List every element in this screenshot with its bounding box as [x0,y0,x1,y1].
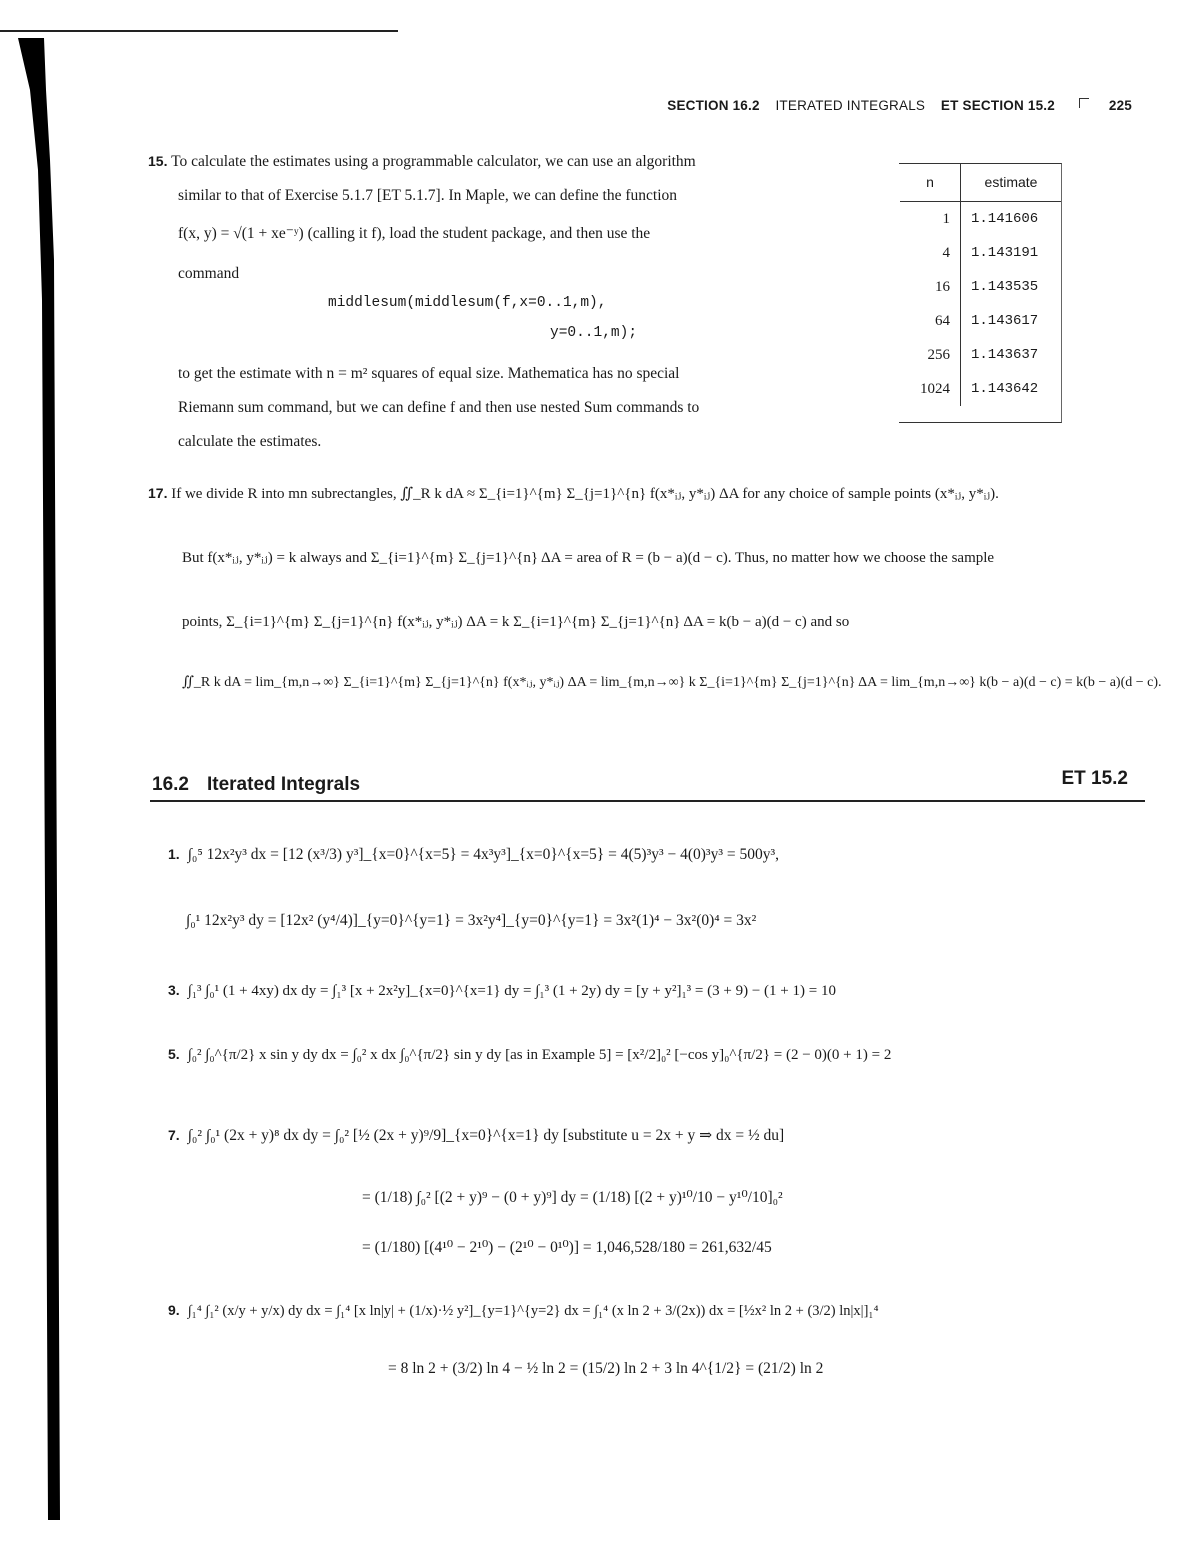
exercise-5: 5. ∫₀² ∫₀^{π/2} x sin y dy dx = ∫₀² x dx ∫₀^{π/2} sin y dy [as in Example 5] = [x²/2]₀² [−cos y]₀^{π/2} = (2 − 0)(0 + 1) = 2 [168,1046,892,1063]
table-row: 64 1.143617 [900,304,1061,338]
section-heading [152,774,360,796]
exercise-number: 15. [148,153,168,169]
table-row: 4 1.143191 [900,236,1061,270]
maple-code-line-1: middlesum(middlesum(f,x=0..1,m), [328,295,607,311]
exercise-7-line-2: = (1/18) ∫₀² [(2 + y)⁹ − (0 + y)⁹] dy = (1/18) [(2 + y)¹⁰/10 − y¹⁰/10]₀² [362,1189,783,1206]
exercise-number: 7. [168,1127,180,1143]
exercise-number: 9. [168,1302,180,1318]
exercise-15-line-5: to get the estimate with n = m² squares of equal size. Mathematica has no special [178,365,680,382]
exercise-number: 5. [168,1046,180,1062]
table-row: 1024 1.143642 [900,372,1061,406]
section-rule [150,800,1145,802]
header-section: SECTION 16.2 [667,98,760,113]
top-rule [0,30,398,32]
exercise-7-line-1: 7. ∫₀² ∫₀¹ (2x + y)⁸ dx dy = ∫₀² [½ (2x + y)⁹/9]_{x=0}^{x=1} dy [substitute u = 2x + y ⇒ dx = ½ du] [168,1127,785,1144]
exercise-17-line-4: ∬_R k dA = lim_{m,n→∞} Σ_{i=1}^{m} Σ_{j=1}^{n} f(x*ᵢⱼ, y*ᵢⱼ) ΔA = lim_{m,n→∞} k Σ_{i=1}^{m} Σ_{j=1}^{n} ΔA = lim_{m,n→∞} k(b − a)(d − c) = k(b − a)(d − c). [182,675,1162,690]
exercise-number: 1. [168,846,180,862]
table-row: 16 1.143535 [900,270,1061,304]
exercise-15-line-3: f(x, y) = √(1 + xe⁻ʸ) (calling it f), load the student package, and then use the [178,225,651,242]
header-title: ITERATED INTEGRALS [775,98,926,113]
exercise-17-line-1: 17. If we divide R into mn subrectangles, ∬_R k dA ≈ Σ_{i=1}^{m} Σ_{j=1}^{n} f(x*ᵢⱼ, y*ᵢⱼ) ΔA for any choice of sample points (x*ᵢⱼ, y*ᵢⱼ). [148,485,999,502]
exercise-15-line-2: similar to that of Exercise 5.1.7 [ET 5.1.7]. In Maple, we can define the function [178,187,678,204]
maple-code-line-2: y=0..1,m); [550,325,638,341]
column-header-estimate: estimate [961,163,1062,202]
corner-mark-icon [1079,98,1089,108]
column-header-n: n [900,163,961,202]
table-header-row [900,163,1061,202]
running-header [667,98,1132,113]
et-section-label: ET 15.2 [1061,768,1128,789]
section-title: Iterated Integrals [206,774,361,795]
header-et-section: ET SECTION 15.2 [940,98,1055,113]
exercise-7-line-3: = (1/180) [(4¹⁰ − 2¹⁰) − (2¹⁰ − 0¹⁰)] = 1,046,528/180 = 261,632/45 [362,1239,772,1256]
binding-edge [0,0,82,1553]
exercise-15-line-4: command [178,265,240,282]
exercise-15-line-6: Riemann sum command, but we can define f and then use nested Sum commands to [178,399,700,416]
table-row: 256 1.143637 [900,338,1061,372]
exercise-9-line-1: 9. ∫₁⁴ ∫₁² (x/y + y/x) dy dx = ∫₁⁴ [x ln|y| + (1/x)·½ y²]_{y=1}^{y=2} dx = ∫₁⁴ (x ln 2 + 3/(2x)) dx = [½x² ln 2 + (3/2) ln|x|]₁⁴ [168,1302,879,1319]
exercise-number: 17. [148,485,168,501]
exercise-1-line-1: 1. ∫₀⁵ 12x²y³ dx = [12 (x³/3) y³]_{x=0}^{x=5} = 4x³y³]_{x=0}^{x=5} = 4(5)³y³ − 4(0)³y³ = 500y³, [168,846,779,863]
exercise-3: 3. ∫₁³ ∫₀¹ (1 + 4xy) dx dy = ∫₁³ [x + 2x²y]_{x=0}^{x=1} dy = ∫₁³ (1 + 2y) dy = [y + y²]₁³ = (3 + 9) − (1 + 1) = 10 [168,982,836,999]
exercise-1-line-2: ∫₀¹ 12x²y³ dy = [12x² (y⁴/4)]_{y=0}^{y=1} = 3x²y⁴]_{y=0}^{y=1} = 3x²(1)⁴ − 3x²(0)⁴ = 3x² [186,912,757,929]
section-number: 16.2 [152,774,189,795]
exercise-17-line-3: points, Σ_{i=1}^{m} Σ_{j=1}^{n} f(x*ᵢⱼ, y*ᵢⱼ) ΔA = k Σ_{i=1}^{m} Σ_{j=1}^{n} ΔA = k(b − a)(d − c) and so [182,614,850,630]
exercise-15-line-1: 15. To calculate the estimates using a programmable calculator, we can use an algorithm [148,153,696,170]
exercise-9-line-2: = 8 ln 2 + (3/2) ln 4 − ½ ln 2 = (15/2) ln 2 + 3 ln 4^{1/2} = (21/2) ln 2 [388,1360,824,1377]
exercise-17-line-2: But f(x*ᵢⱼ, y*ᵢⱼ) = k always and Σ_{i=1}^{m} Σ_{j=1}^{n} ΔA = area of R = (b − a)(d − c). Thus, no matter how we choose the sample [182,550,995,566]
table-row: 1 1.141606 [900,202,1061,237]
estimates-table [900,163,1061,406]
exercise-15-line-7: calculate the estimates. [178,433,322,450]
exercise-number: 3. [168,982,180,998]
page-number: 225 [1108,98,1132,113]
